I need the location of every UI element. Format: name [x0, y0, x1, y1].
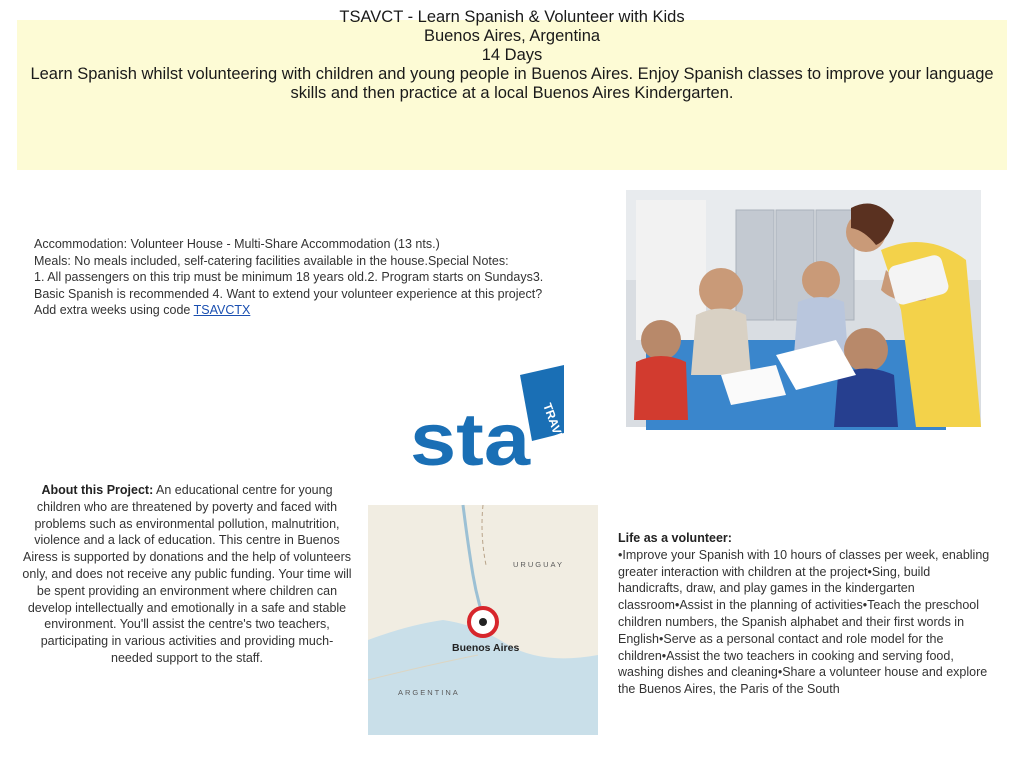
- extend-code-link[interactable]: TSAVCTX: [193, 303, 251, 317]
- about-project: [22, 482, 352, 667]
- life-text: •Improve your Spanish with 10 hours of classes per week, enabling greater interaction with children at the project•Sing, build handicrafts, draw, and play games in the kindergarten classroom•Assist in the planning of activities•Teach the preschool children numbers, the Spanish alphabet and their first words in English•Serve as a personal contact and role model for the children•Assist the two teachers in cooking and serving food, washing dishes and cleaning•Share a volunteer house and explore the Buenos Aires, the Paris of the South: [618, 547, 990, 697]
- meals-info: Meals: No meals included, self-catering facilities available in the house.Special Notes:: [34, 253, 509, 268]
- trip-title: TSAVCT - Learn Spanish & Volunteer with Kids: [339, 8, 685, 26]
- logo-main-text: sta: [410, 398, 531, 481]
- sta-travel-logo: [402, 365, 570, 481]
- accommodation-info: Accommodation: Volunteer House - Multi-Share Accommodation (13 nts.): [34, 237, 440, 251]
- special-notes: [34, 269, 554, 319]
- volunteer-photo: [626, 190, 981, 427]
- volunteer-life: [618, 530, 993, 698]
- location-map: [368, 505, 598, 735]
- trip-summary: Learn Spanish whilst volunteering with children and young people in Buenos Aires. Enjoy Spanish classes to improve your language skills and then practice at a local Buenos Aires Kindergarten.: [30, 65, 994, 102]
- map-label-city: Buenos Aires: [452, 642, 520, 654]
- life-label: Life as a volunteer:: [618, 531, 732, 545]
- logo-sub-text: TRAVEL: [540, 401, 570, 451]
- header: [0, 8, 1024, 103]
- map-label-argentina: ARGENTINA: [398, 688, 460, 697]
- map-label-uruguay: URUGUAY: [513, 560, 564, 569]
- notes-text: 1. All passengers on this trip must be minimum 18 years old.2. Program starts on Sundays3. Basic Spanish is recommended 4. Want to extend your volunteer experience at this project? Add extra weeks using code: [34, 270, 544, 317]
- about-text: An educational centre for young children who are threatened by poverty and faced with problems such as environmental pollution, malnutrition, violence and a lack of education. This centre in Buenos Airess is supported by donations and the help of volunteers only, and does not receive any public funding. Your time will be spent providing an environment where children can develop intellectually and emotionally in a safe and stable environment. You'll assist the centre's two teachers, participating in various activities and providing much-needed support to the staff.: [22, 483, 352, 665]
- trip-location: Buenos Aires, Argentina: [423, 27, 601, 45]
- about-label: About this Project:: [41, 483, 154, 497]
- trip-duration: 14 Days: [481, 46, 543, 64]
- trip-details: [34, 236, 554, 319]
